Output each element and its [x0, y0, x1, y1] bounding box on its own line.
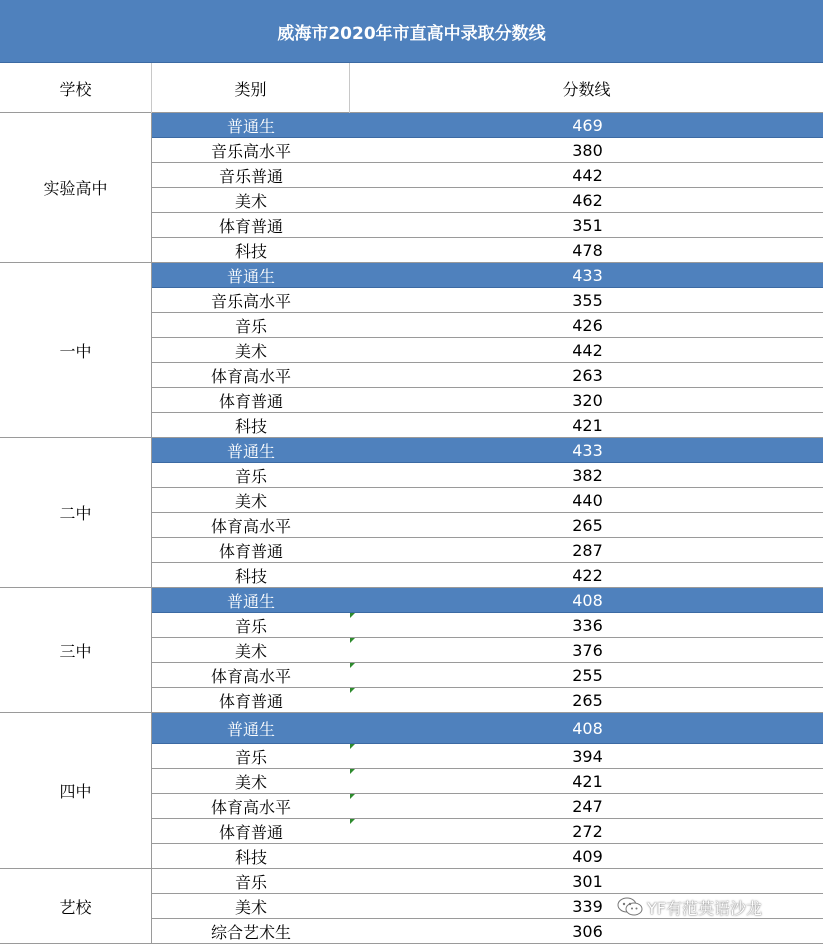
category-cell: 体育普通 — [218, 541, 283, 561]
score-cell: 442 — [572, 165, 603, 185]
category-cell: 科技 — [234, 847, 267, 867]
cell-comment-marker-icon — [350, 794, 355, 799]
table-row — [152, 869, 823, 894]
category-cell: 科技 — [234, 416, 267, 436]
table-row — [152, 688, 823, 713]
category-cell: 音乐普通 — [218, 166, 283, 186]
score-cell: 339 — [572, 896, 603, 916]
table-row — [152, 363, 823, 388]
category-cell: 音乐 — [234, 872, 267, 892]
score-cell: 265 — [572, 515, 603, 535]
score-cell: 382 — [572, 465, 603, 485]
score-cell: 336 — [572, 615, 603, 635]
school-cell: 三中 — [0, 588, 152, 713]
category-cell: 普通生 — [226, 266, 275, 286]
score-cell: 355 — [572, 290, 603, 310]
score-cell: 462 — [572, 190, 603, 210]
score-cell: 433 — [572, 265, 603, 285]
table-row — [152, 538, 823, 563]
category-cell: 体育普通 — [218, 691, 283, 711]
table-header-row — [0, 63, 823, 113]
category-cell: 科技 — [234, 241, 267, 261]
table-row — [152, 794, 823, 819]
table-row — [152, 819, 823, 844]
table-row — [152, 563, 823, 588]
watermark — [617, 895, 762, 919]
watermark-text: YF有范英语沙龙 — [647, 898, 762, 918]
wechat-icon — [617, 897, 643, 917]
category-cell: 美术 — [234, 341, 267, 361]
table-body — [0, 113, 823, 943]
category-cell: 体育高水平 — [210, 666, 291, 686]
cell-comment-marker-icon — [350, 769, 355, 774]
table-row — [152, 263, 823, 288]
category-cell: 体育高水平 — [210, 797, 291, 817]
category-cell: 普通生 — [226, 441, 275, 461]
school-cell: 二中 — [0, 438, 152, 588]
cell-comment-marker-icon — [350, 638, 355, 643]
category-cell: 体育普通 — [218, 216, 283, 236]
school-cell: 实验高中 — [0, 113, 152, 263]
category-cell: 音乐 — [234, 747, 267, 767]
score-cell: 351 — [572, 215, 603, 235]
score-cell: 426 — [572, 315, 603, 335]
score-cell: 478 — [572, 240, 603, 260]
category-cell: 美术 — [234, 897, 267, 917]
score-cell: 301 — [572, 871, 603, 891]
table-row — [152, 713, 823, 744]
header-school: 学校 — [0, 63, 152, 113]
score-cell: 408 — [572, 718, 603, 738]
table-row — [152, 919, 823, 944]
score-cell: 272 — [572, 821, 603, 841]
category-cell: 普通生 — [226, 591, 275, 611]
table-row — [152, 769, 823, 794]
table-row — [152, 388, 823, 413]
cell-comment-marker-icon — [350, 613, 355, 618]
header-score: 分数线 — [562, 79, 611, 99]
table-row — [152, 163, 823, 188]
category-cell: 美术 — [234, 772, 267, 792]
score-cell: 394 — [572, 746, 603, 766]
table-row — [152, 313, 823, 338]
category-cell: 音乐高水平 — [210, 141, 291, 161]
table-row — [152, 113, 823, 138]
cell-comment-marker-icon — [350, 663, 355, 668]
score-cell: 380 — [572, 140, 603, 160]
score-cell: 376 — [572, 640, 603, 660]
cell-comment-marker-icon — [350, 688, 355, 693]
score-cell: 265 — [572, 690, 603, 710]
score-cell: 469 — [572, 115, 603, 135]
score-cell: 306 — [572, 921, 603, 941]
category-cell: 普通生 — [226, 719, 275, 739]
cell-comment-marker-icon — [350, 819, 355, 824]
category-cell: 音乐 — [234, 466, 267, 486]
category-cell: 科技 — [234, 566, 267, 586]
category-cell: 体育高水平 — [210, 366, 291, 386]
score-cell: 442 — [572, 340, 603, 360]
table-title: 威海市2020年市直高中录取分数线 — [0, 0, 823, 63]
table-row — [152, 638, 823, 663]
score-cell: 320 — [572, 390, 603, 410]
table-row — [152, 663, 823, 688]
table-row — [152, 438, 823, 463]
category-cell: 美术 — [234, 191, 267, 211]
score-cell: 440 — [572, 490, 603, 510]
score-cell: 287 — [572, 540, 603, 560]
category-cell: 综合艺术生 — [210, 922, 291, 942]
score-cell: 247 — [572, 796, 603, 816]
category-cell: 美术 — [234, 641, 267, 661]
score-cell: 433 — [572, 440, 603, 460]
category-cell: 普通生 — [226, 116, 275, 136]
table-row — [152, 488, 823, 513]
category-cell: 美术 — [234, 491, 267, 511]
table-row — [152, 338, 823, 363]
table-row — [152, 188, 823, 213]
category-cell: 音乐 — [234, 316, 267, 336]
table-row — [152, 744, 823, 769]
table-row — [152, 288, 823, 313]
table-row — [152, 413, 823, 438]
score-cell: 409 — [572, 846, 603, 866]
table-row — [152, 513, 823, 538]
score-cell: 263 — [572, 365, 603, 385]
table-row — [152, 238, 823, 263]
school-cell: 一中 — [0, 263, 152, 438]
table-row — [152, 463, 823, 488]
table-row — [152, 588, 823, 613]
school-cell: 四中 — [0, 713, 152, 869]
table-row — [152, 213, 823, 238]
category-cell: 体育普通 — [218, 391, 283, 411]
cell-comment-marker-icon — [350, 744, 355, 749]
category-cell: 体育普通 — [218, 822, 283, 842]
school-cell: 艺校 — [0, 869, 152, 944]
score-cell: 422 — [572, 565, 603, 585]
table-row — [152, 138, 823, 163]
score-cell: 421 — [572, 415, 603, 435]
category-cell: 音乐高水平 — [210, 291, 291, 311]
table-row — [152, 613, 823, 638]
category-cell: 体育高水平 — [210, 516, 291, 536]
score-cell: 255 — [572, 665, 603, 685]
table-row — [152, 844, 823, 869]
score-cell: 421 — [572, 771, 603, 791]
header-category: 类别 — [152, 63, 350, 113]
category-cell: 音乐 — [234, 616, 267, 636]
score-cell: 408 — [572, 590, 603, 610]
